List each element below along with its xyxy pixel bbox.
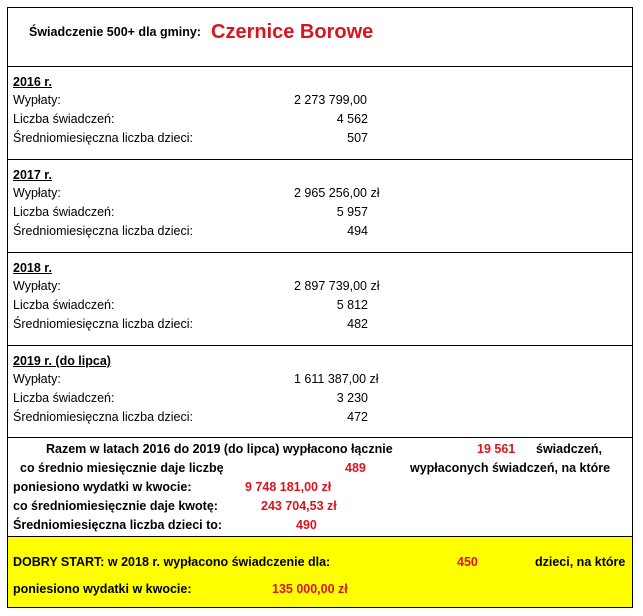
dobry-start-amount: 135 000,00 zł (272, 582, 348, 596)
summary-line5: Średniomiesięczna liczba dzieci to: (13, 518, 223, 532)
summary-line1: Razem w latach 2016 do 2019 (do lipca) wypłacono łącznie (46, 442, 393, 456)
payments-label: Wypłaty: (13, 186, 61, 200)
benefits-label: Liczba świadczeń: (13, 391, 115, 405)
children-label: Średniomiesięczna liczba dzieci: (13, 410, 193, 424)
children-value: 472 (347, 410, 368, 424)
children-value: 494 (347, 224, 368, 238)
benefits-label: Liczba świadczeń: (13, 205, 115, 219)
year-title: 2016 r. (13, 75, 52, 89)
children-label: Średniomiesięczna liczba dzieci: (13, 131, 193, 145)
benefits-label: Liczba świadczeń: (13, 298, 115, 312)
summary-avg-children: 490 (296, 518, 317, 532)
summary-line3: poniesiono wydatki w kwocie: (13, 480, 192, 494)
children-label: Średniomiesięczna liczba dzieci: (13, 317, 193, 331)
payments-label: Wypłaty: (13, 279, 61, 293)
benefits-value: 5 957 (336, 205, 368, 219)
payments-value: 1 611 387,00 zł (294, 372, 379, 386)
summary-monthly-count: 489 (345, 461, 366, 475)
summary-line4: co średniomiesięcznie daje kwotę: (13, 499, 218, 513)
payments-value: 2 897 739,00 zł (294, 279, 380, 293)
summary-line2-suffix: wypłaconych świadczeń, na które (410, 461, 611, 475)
header-section (8, 8, 632, 67)
payments-label: Wypłaty: (13, 93, 61, 107)
children-value: 482 (347, 317, 368, 331)
summary-line2: co średnio miesięcznie daje liczbę (20, 461, 224, 475)
summary-total-amount: 9 748 181,00 zł (245, 480, 332, 494)
year-title: 2019 r. (do lipca) (13, 354, 111, 368)
dobry-start-line2: poniesiono wydatki w kwocie: (13, 582, 192, 596)
summary-count-unit: świadczeń, (536, 442, 602, 456)
gmina-name: Czernice Borowe (211, 21, 374, 43)
benefits-value: 5 812 (336, 298, 368, 312)
year-title: 2017 r. (13, 168, 52, 182)
children-value: 507 (347, 131, 368, 145)
dobry-start-children: 450 (457, 555, 478, 569)
header-label: Świadczenie 500+ dla gminy: (29, 25, 201, 39)
dobry-start-line1: DOBRY START: w 2018 r. wypłacono świadczenie dla: (13, 555, 331, 569)
benefits-value: 4 562 (336, 112, 368, 126)
benefits-value: 3 230 (336, 391, 368, 405)
children-label: Średniomiesięczna liczba dzieci: (13, 224, 193, 238)
report-sheet (7, 7, 633, 608)
payments-value: 2 273 799,00 (294, 93, 367, 107)
year-section-2019 (8, 346, 632, 438)
year-section-2016 (8, 67, 632, 160)
summary-section (8, 438, 632, 537)
dobry-start-section (8, 537, 632, 607)
year-section-2017 (8, 160, 632, 253)
year-title: 2018 r. (13, 261, 52, 275)
dobry-start-line1-suffix: dzieci, na które (535, 555, 626, 569)
summary-total-count: 19 561 (477, 442, 516, 456)
benefits-label: Liczba świadczeń: (13, 112, 115, 126)
payments-value: 2 965 256,00 zł (294, 186, 380, 200)
summary-monthly-amount: 243 704,53 zł (261, 499, 337, 513)
payments-label: Wypłaty: (13, 372, 61, 386)
year-section-2018 (8, 253, 632, 346)
